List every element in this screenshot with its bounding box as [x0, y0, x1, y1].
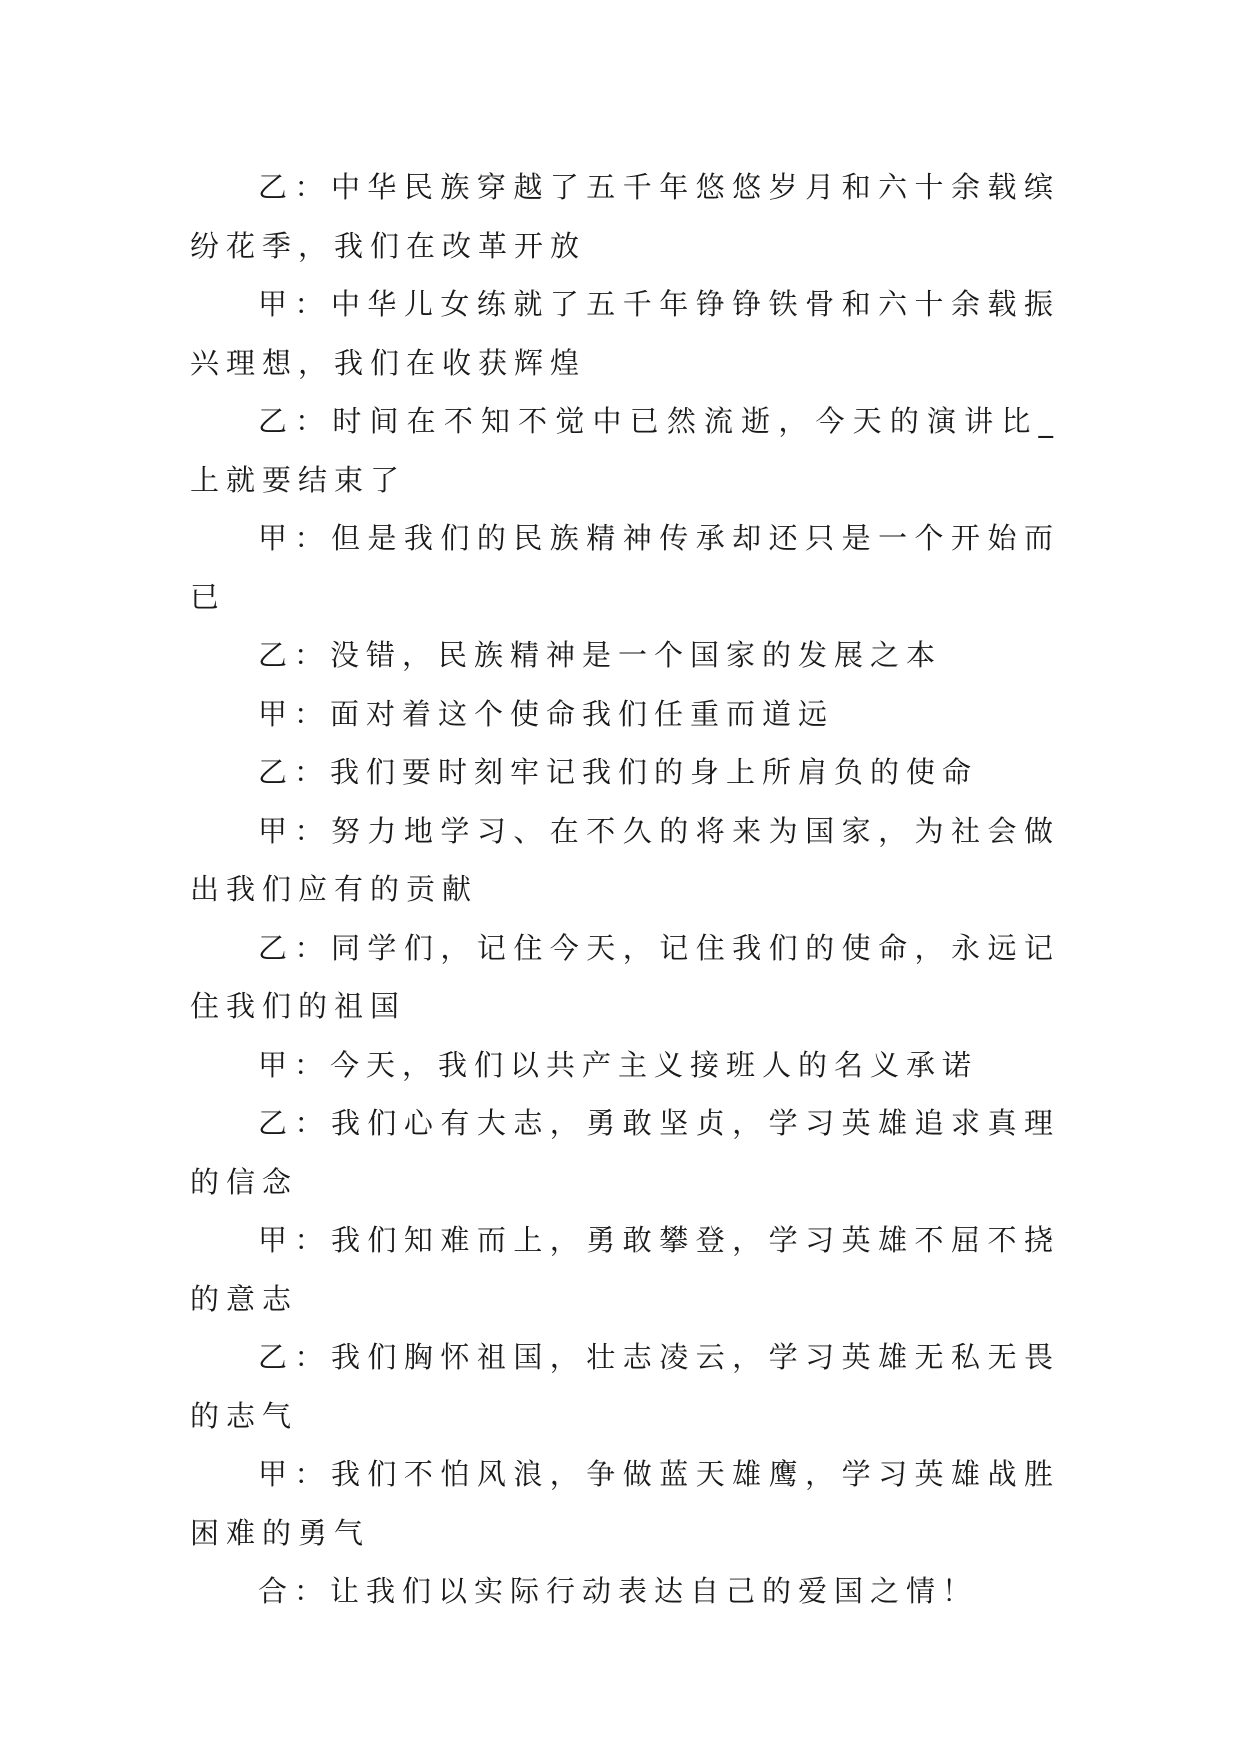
document-body	[190, 158, 1060, 1621]
paragraph: 乙：同学们，记住今天，记住我们的使命，永远记住我们的祖国	[190, 930, 1060, 1023]
paragraph: 乙：时间在不知不觉中已然流逝，今天的演讲比_上就要结束了	[190, 404, 1060, 497]
paragraph: 甲：我们不怕风浪，争做蓝天雄鹰，学习英雄战胜困难的勇气	[190, 1457, 1060, 1550]
paragraph: 合：让我们以实际行动表达自己的爱国之情！	[258, 1574, 979, 1608]
paragraph: 乙：中华民族穿越了五千年悠悠岁月和六十余载缤纷花季，我们在改革开放	[190, 170, 1060, 263]
paragraph: 乙：我们胸怀祖国，壮志凌云，学习英雄无私无畏的志气	[190, 1340, 1060, 1433]
paragraph: 甲：努力地学习、在不久的将来为国家，为社会做出我们应有的贡献	[190, 813, 1060, 906]
paragraph: 甲：我们知难而上，勇敢攀登，学习英雄不屈不挠的意志	[190, 1223, 1060, 1316]
paragraph: 甲：中华儿女练就了五千年铮铮铁骨和六十余载振兴理想，我们在收获辉煌	[190, 287, 1060, 380]
paragraph: 甲：面对着这个使命我们任重而道远	[258, 696, 835, 731]
paragraph: 甲：今天，我们以共产主义接班人的名义承诺	[258, 1047, 979, 1082]
paragraph: 乙：没错，民族精神是一个国家的发展之本	[258, 638, 943, 672]
paragraph: 乙：我们要时刻牢记我们的身上所肩负的使命	[258, 755, 979, 789]
paragraph: 乙：我们心有大志，勇敢坚贞，学习英雄追求真理的信念	[190, 1106, 1060, 1199]
paragraph: 甲：但是我们的民族精神传承却还只是一个开始而已	[190, 521, 1060, 614]
